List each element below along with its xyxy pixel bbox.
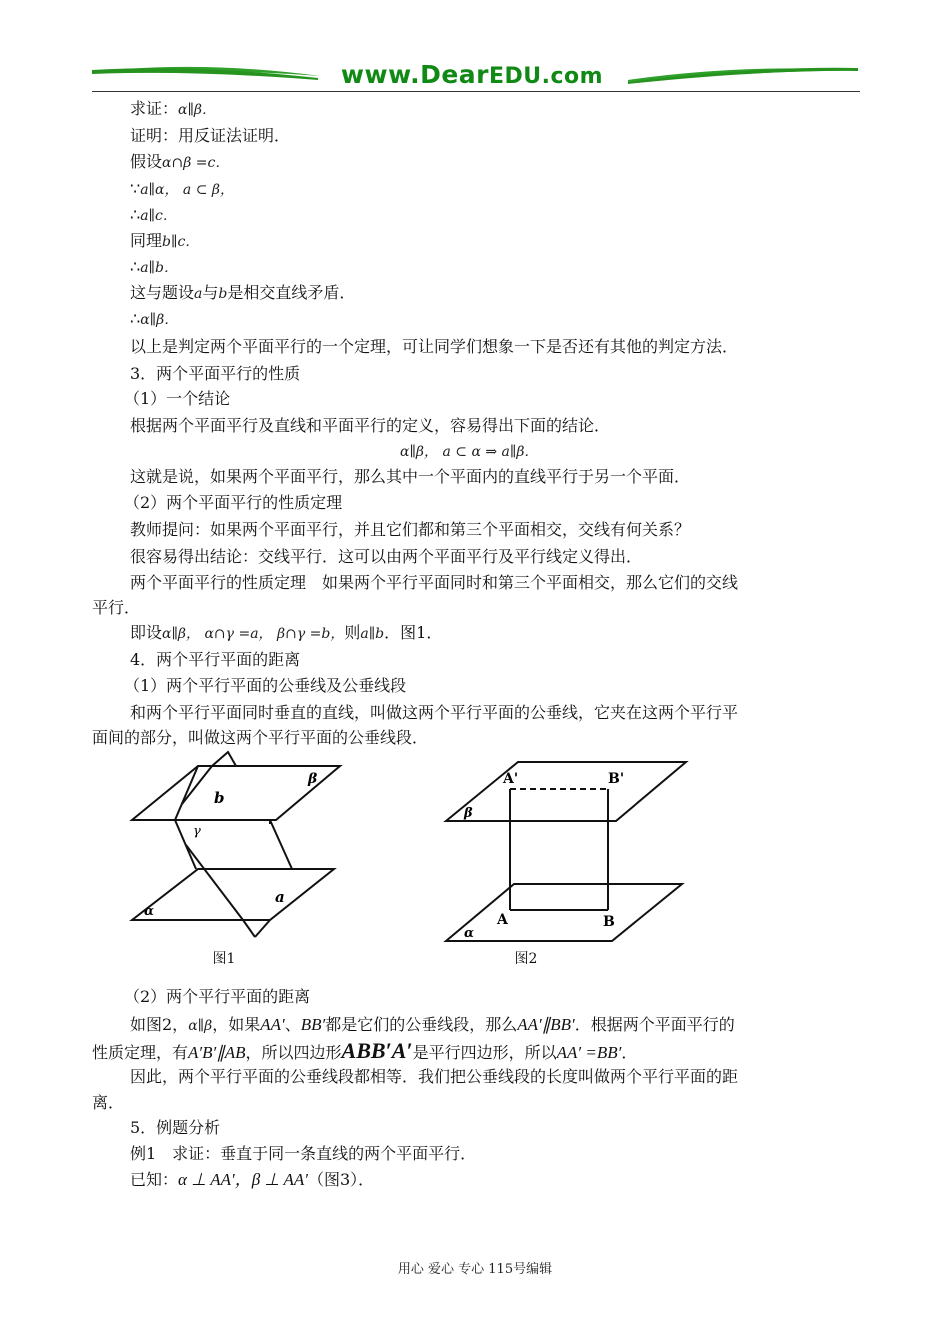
- line-therefore-1: ∴a∥c．: [130, 205, 177, 224]
- section-3-heading: 3．两个平面平行的性质: [130, 364, 301, 383]
- fig2-label-alpha: α: [464, 926, 475, 941]
- figure-1: [120, 745, 350, 945]
- line-distance-def-cont: 离．: [92, 1093, 125, 1112]
- fig2-label-A1: A': [503, 771, 519, 787]
- section-4-heading: 4．两个平行平面的距离: [130, 650, 301, 669]
- formula-plane-parallel: α∥β， a ⊂ α ⇒ a∥β．: [400, 444, 539, 460]
- line-distance-def: 因此，两个平行平面的公垂线段都相等．我们把公垂线段的长度叫做两个平行平面的距: [130, 1067, 739, 1086]
- line-proof-method: 证明：用反证法证明．: [130, 126, 291, 145]
- fig2-label-B: B: [603, 914, 615, 930]
- figure-2: [440, 755, 690, 950]
- figure-2-caption: 图2: [514, 951, 538, 967]
- line-easy-conclusion: 很容易得出结论：交线平行．这可以由两个平面平行及平行线定义得出．: [130, 547, 643, 566]
- fig1-label-gamma: γ: [193, 824, 201, 839]
- line-theorem-cont: 平行．: [92, 598, 141, 617]
- line-therefore-2: ∴a∥b．: [130, 257, 178, 276]
- subsection-4-2: （2）两个平行平面的距离: [124, 987, 311, 1006]
- page-footer: 用心 爱心 专心 115号编辑: [397, 1262, 553, 1277]
- line-teacher-question: 教师提问：如果两个平面平行，并且它们都和第三个平面相交，交线有何关系？: [130, 520, 691, 539]
- line-figure2-explain: 如图2，α∥β，如果AA′、BB′都是它们的公垂线段，那么AA′∥BB′．根据两个平面平行的: [130, 1015, 735, 1034]
- plane-alpha: [132, 869, 334, 920]
- plane-gamma-top: [212, 752, 236, 766]
- line-let: 即设α∥β， α∩γ =a， β∩γ =b，则a∥b．图1．: [130, 623, 443, 642]
- page-header: [0, 0, 950, 100]
- line-proof-goal: 求证：α∥β．: [130, 99, 217, 118]
- line-conclusion-intro: 根据两个平面平行及直线和平面平行的定义，容易得出下面的结论．: [130, 416, 611, 435]
- fig2-label-beta: β: [464, 806, 473, 821]
- plane-alpha-2: [446, 884, 682, 941]
- line-contradiction: 这与题设a与b是相交直线矛盾．: [130, 283, 356, 302]
- fig2-label-A: A: [497, 912, 508, 928]
- line-assume: 假设α∩β =c．: [130, 152, 230, 171]
- header-divider: [92, 91, 860, 92]
- line-parallelogram: 性质定理，有A′B′∥AB，所以四边形ABB′A′是平行四边形，所以AA′ =BB′．: [92, 1038, 638, 1063]
- line-therefore-3: ∴α∥β．: [130, 309, 179, 328]
- fig1-label-a: a: [275, 888, 285, 906]
- section-5-heading: 5．例题分析: [130, 1118, 221, 1137]
- fig1-label-alpha: α: [144, 904, 155, 919]
- subsection-3-2: （2）两个平面平行的性质定理: [124, 493, 343, 512]
- line-example-1: 例1 求证：垂直于同一条直线的两个平面平行．: [130, 1144, 477, 1163]
- line-similarly: 同理b∥c．: [130, 231, 200, 250]
- line-theorem: 两个平面平行的性质定理 如果两个平行平面同时和第三个平面相交，那么它们的交线: [130, 573, 739, 592]
- brand-logo: www.DearEDU.com: [340, 60, 604, 89]
- fig1-label-b: b: [214, 789, 225, 807]
- figure-1-caption: 图1: [212, 951, 236, 967]
- line-because: ∵a∥α， a ⊂ β，: [130, 179, 234, 198]
- subsection-4-1: （1）两个平行平面的公垂线及公垂线段: [124, 676, 407, 695]
- line-summary: 以上是判定两个平面平行的一个定理，可让同学们想象一下是否还有其他的判定方法．: [130, 337, 739, 356]
- fig2-label-B1: B': [608, 771, 625, 787]
- subsection-3-1: （1）一个结论: [124, 389, 231, 408]
- line-perpendicular-def: 和两个平行平面同时垂直的直线，叫做这两个平行平面的公垂线，它夹在这两个平行平: [130, 703, 739, 722]
- fig1-label-beta: β: [308, 771, 318, 787]
- line-given: 已知：α ⊥ AA′，β ⊥ AA′（图3）．: [130, 1170, 375, 1189]
- line-that-is: 这就是说，如果两个平面平行，那么其中一个平面内的直线平行于另一个平面．: [130, 467, 691, 486]
- line-b-upper: [175, 766, 198, 820]
- plane-beta-2: [446, 762, 686, 821]
- line-perpendicular-def-cont: 面间的部分，叫做这两个平行平面的公垂线段．: [92, 728, 429, 747]
